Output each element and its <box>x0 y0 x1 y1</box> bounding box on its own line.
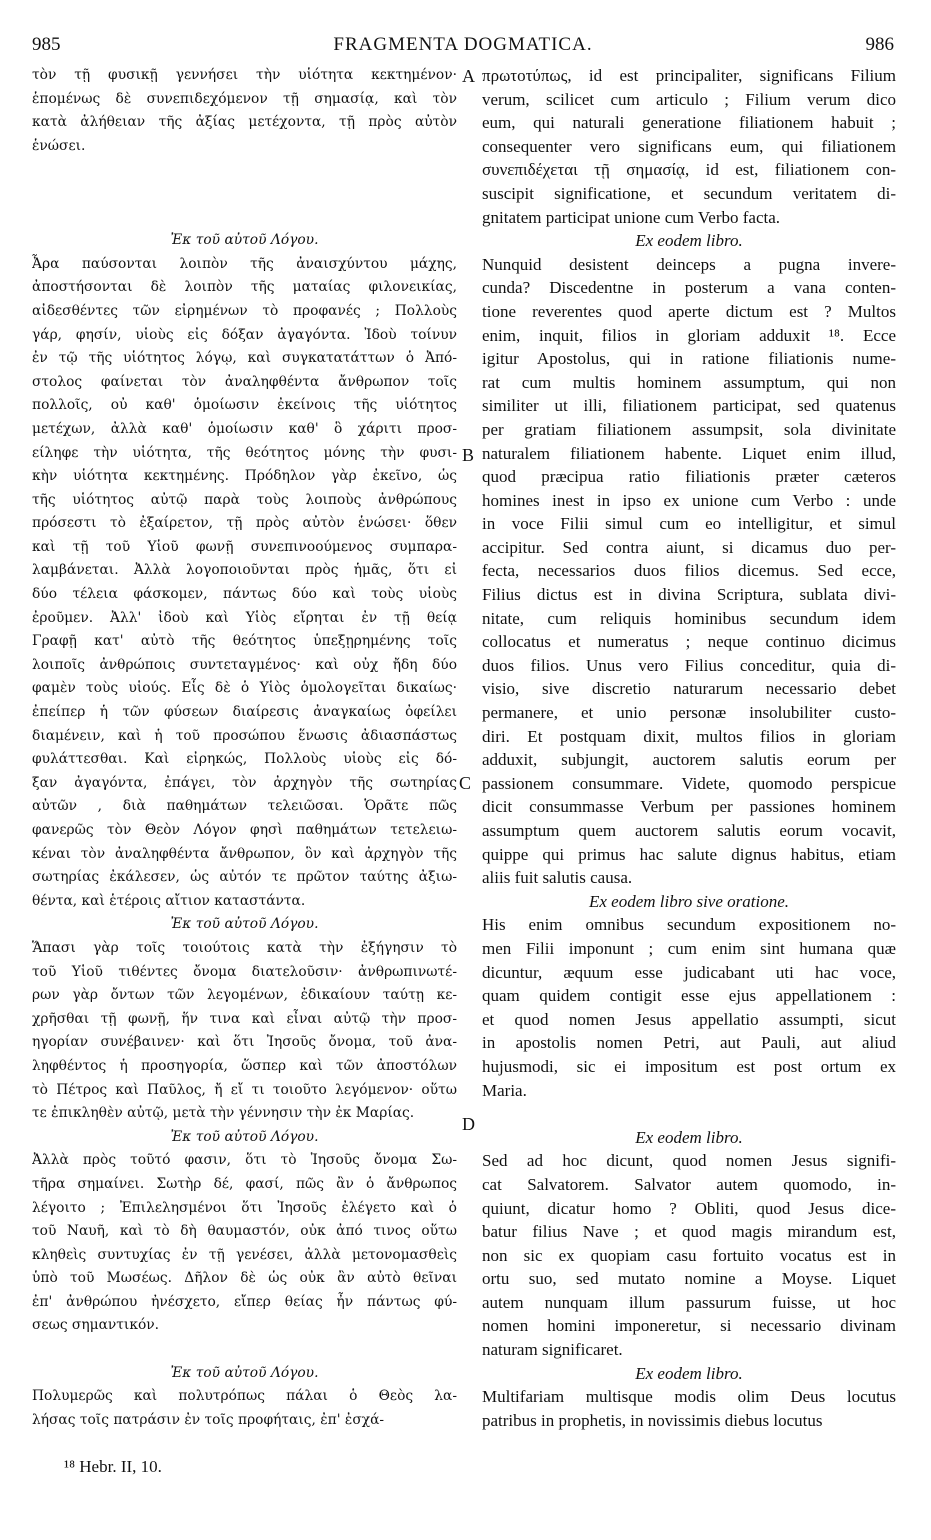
text-line: naturam significaret. <box>482 1340 623 1360</box>
text-line: nitate, cum reliquis hominibus secundum idem <box>482 608 896 628</box>
text-line: Πολυμερῶς καὶ πολυτρόπως πάλαι ὁ Θεὸς λα- <box>32 1388 457 1405</box>
text-line <box>32 1338 457 1362</box>
text-line: διαμένειν, καὶ ἡ τοῦ προσώπου ἕνωσις ἀδιασπάστως <box>32 727 457 744</box>
running-title: FRAGMENTA DOGMATICA. <box>333 34 593 55</box>
text-line: aliis fuit salutis causa. <box>482 868 633 888</box>
text-line: λέγοιτο ; Ἐπιλελησμένοι ὅτι Ἰησοῦς ἐλέγετο καὶ ὁ <box>32 1199 457 1216</box>
text-line: duos filios. Unus vero Filius conceditur, quia di- <box>482 655 896 675</box>
text-line: κέναι τὸν ἀναληφθέντα ἄνθρωπον, ὃν καὶ ἀρχηγὸν τῆς <box>32 845 457 862</box>
text-line: πρόσεστι τὸ ἐξαίρετον, τῇ πρὸς αὐτὸν ἑνώσει· ὅθεν <box>32 515 457 532</box>
text-line: assumptum quem auctorem salutis eorum vocavit, <box>482 821 896 840</box>
text-line: αὐτῶν , διὰ παθημάτων τελειῶσαι. Ὁρᾶτε πῶς <box>32 798 457 815</box>
page-number-left: 985 <box>32 34 61 55</box>
text-line: quippe qui primus hac salute dignus habitus, etiam <box>482 844 896 864</box>
text-line: ληφθέντος ἡ προσηγορία, ὥσπερ καὶ τῶν ἀποστόλων <box>32 1057 457 1074</box>
text-line: quiunt, dicatur homo ? Obliti, quod Jesus dice- <box>482 1198 896 1218</box>
text-line: tione reverentes quod aperte dictum est ? Multos <box>482 301 896 321</box>
text-line: τοῦ Υἱοῦ τιθέντες ὄνομα διατελοῦσιν· ἀνθρωπινωτέ- <box>32 963 457 980</box>
text-line <box>32 182 457 206</box>
text-line: batur filius Nave ; et quod magis mirandum est, <box>482 1222 896 1242</box>
text-line: cunda? Discedentne in posterum a vana conten- <box>482 278 896 298</box>
text-line: ρων γὰρ ὄντων τῶν λεγομένων, ἐδικαίουν ταύτῃ κε- <box>32 987 457 1004</box>
text-line: είληφε τὴν υἱότητα, τῆς θεότητος μόνης τὴν φυσι- <box>32 444 457 461</box>
text-line: men Filii imponunt ; cum enim sint humana quæ <box>482 938 896 958</box>
text-line: homines inest in ipso ex unione cum Verbo : unde <box>482 490 896 510</box>
margin-marker-a: A <box>462 66 475 86</box>
text-line <box>32 158 457 182</box>
text-line: ηγορίαν συνέβαινεν· καὶ ὅτι Ἰησοῦς ὄνομα, τοῦ ἀνα- <box>32 1034 457 1051</box>
section-heading: Ex eodem libro. <box>635 1127 743 1147</box>
text-line: κὴν υἱότητα κεκτημένης. Πρόδηλον γὰρ ἐκεῖνο, ὡς <box>32 468 457 485</box>
section-heading: Ex eodem libro. <box>635 1363 743 1383</box>
text-line: non sic ex quopiam casu fortuito vocatus est in <box>482 1245 896 1265</box>
text-line: συνεπιδέχεται τῇ σημασίᾳ, id est, filiationem con- <box>482 160 896 180</box>
text-line: enim, inquit, filios in gloriam adduxit ¹⁸. Ecce <box>482 325 896 345</box>
text-line: dicit consummasse Verbum per passiones hominem <box>482 797 896 817</box>
text-line: His enim omnibus secundum expositionem no- <box>482 915 896 935</box>
text-line: accipitur. Sed contra aiunt, si dicamus duo per- <box>482 537 896 557</box>
text-line: hujusmodi, sic ei impositum est post ortum ex <box>482 1056 896 1076</box>
text-line: πολλοῖς, οὐ καθ' ὁμοίωσιν ἐκείνοις τῆς υἱότητος <box>32 397 457 414</box>
text-line: φυλάττεσθαι. Καὶ εἰρηκώς, Πολλοὺς υἱοὺς εἰς δό- <box>32 751 457 768</box>
text-line: Filius dictus est in divina Scriptura, sublata divi- <box>482 585 896 605</box>
section-heading: Ἐκ τοῦ αὐτοῦ Λόγου. <box>170 232 319 249</box>
text-line: αἰδεσθέντες τῶν εἰρημένων τὸ προφανές ; Πολλοὺς <box>32 302 457 319</box>
section-heading: Ἐκ τοῦ αὐτοῦ Λόγου. <box>170 1128 319 1145</box>
text-line: ortu suo, sed mutato nomine a Moyse. Liquet <box>482 1269 896 1289</box>
text-line: eum, qui naturali generatione filiationem habuit ; <box>482 113 896 133</box>
text-line: autem nunquam illum passurum fuisse, ut hoc <box>482 1292 896 1312</box>
text-line: χρῆσθαι τῇ φωνῇ, ἥν τινα καὶ εἶναι αὐτῷ τὴν προσ- <box>32 1010 457 1027</box>
text-line: φανερῶς τὸν Θεὸν Λόγον φησὶ παθημάτων τετελειω- <box>32 822 457 838</box>
text-line: Ἀλλὰ πρὸς τοῦτό φασιν, ὅτι τὸ Ἰησοῦς ὄνομα Σω- <box>32 1152 457 1169</box>
text-line <box>482 1102 896 1126</box>
text-line: ἐροῦμεν. Ἀλλ' ἰδοὺ καὶ Υἱὸς εἴρηται ἐν τῇ θείᾳ <box>32 609 457 626</box>
text-line: suscipit significatione, et secundum veritatem di- <box>482 183 896 203</box>
section-heading: Ἐκ τοῦ αὐτοῦ Λόγου. <box>170 1364 319 1381</box>
text-line: τοῦ Ναυῆ, καὶ τὸ δὴ θαυμαστόν, οὐκ ἀπό τινος οὕτω <box>32 1223 457 1240</box>
text-line: λήσας τοῖς πατράσιν ἐν τοῖς προφήταις, ἐπ' ἐσχά- <box>32 1411 385 1428</box>
text-line: στολος φαίνεται τὸν ἀναληφθέντα ἄνθρωπον τοῖς <box>32 373 457 390</box>
text-line: ὑπὸ τοῦ Μωσέως. Δῆλον δὲ ὡς οὐκ ἂν αὐτὸ θεῖναι <box>32 1270 457 1287</box>
text-line: τῆς υἱότητος αὐτῷ παρὰ τοὺς λοιποὺς ἀνθρώπους <box>32 491 457 508</box>
text-line: τὸ Πέτρος καὶ Παῦλος, ἤ εἴ τι τοιοῦτο λεγόμενον· οὕτω <box>32 1081 457 1098</box>
text-line: verum, scilicet cum articulo ; Filium verum dico <box>482 89 896 109</box>
text-line: δύο τέλεια φάσκομεν, πάντως δύο καὶ τοὺς υἱοὺς <box>32 586 457 603</box>
section-heading: Ex eodem libro sive oratione. <box>588 891 789 911</box>
text-line: κληθεὶς συντυχίας ἐν τῇ γενέσει, ἀλλὰ μετονομασθεὶς <box>32 1246 457 1263</box>
margin-marker-b: B <box>462 445 475 465</box>
text-line: collocatus et numeratus ; neque continuo dicimus <box>482 632 896 652</box>
text-line: similiter ut illi, filiationem participat, sed quatenus <box>482 396 896 416</box>
section-heading: Ἐκ τοῦ αὐτοῦ Λόγου. <box>170 916 319 933</box>
text-line: consequenter vero significans eum, qui filiationem <box>482 136 896 156</box>
text-line: Nunquid desistent deinceps a pugna invere- <box>482 254 896 274</box>
latin-column <box>482 64 896 1432</box>
text-line: θέντα, καὶ ἑτέροις αἴτιον καταστάντα. <box>32 892 306 909</box>
text-line: κατὰ ἀλήθειαν τῆς ἀξίας μετέχοντα, τῇ πρὸς αὐτὸν <box>32 114 457 131</box>
text-line: adduxit, subjungit, auctorem salutis eorum per <box>482 750 896 770</box>
text-line: γάρ, φησίν, υἱοὺς εἰς δόξαν ἀγαγόντα. Ἰδοὺ τοίνυν <box>32 326 457 343</box>
text-line: τὸν τῇ φυσικῇ γεννήσει τὴν υἱότητα κεκτημένον· <box>32 67 457 83</box>
text-line: ἀποστήσονται δὲ λοιπὸν τῆς ματαίας φιλονεικίας, <box>32 279 457 296</box>
text-line: rat cum multis hominem assumptum, qui non <box>482 372 896 392</box>
text-line: ἑπομένως δὲ συνεπιδεχόμενον τῇ σημασίᾳ, καὶ τὸν <box>32 90 457 107</box>
text-line: σεως σημαντικόν. <box>32 1317 160 1334</box>
text-line: Ἆρα παύσονται λοιπὸν τῆς ἀναισχύντου μάχης, <box>32 255 457 272</box>
text-line: ἐπείπερ ἡ τῶν φύσεων διαίρεσις ἀναγκαίως ὀφείλει <box>32 704 457 721</box>
text-line: λοιποῖς ἀνθρώποις συντεταγμένος· καὶ οὐχ ἤδη δύο <box>32 656 457 673</box>
text-line: ἐν τῷ τῆς υἱότητος λόγῳ, καὶ συγκατατάττων ὁ Ἀπό- <box>32 350 457 367</box>
text-line: ἐπ' ἀνθρώπου ἠνέσχετο, εἴπερ θείας ἦν πάντως φύ- <box>32 1293 457 1310</box>
margin-marker-c: C <box>459 773 472 793</box>
text-line: permanere, et unio personæ insolubiliter custo- <box>482 703 896 723</box>
text-line: in apostolis nomen Petri, aut Pauli, aut aliud <box>482 1033 896 1053</box>
text-line <box>32 206 457 230</box>
page-header <box>32 34 894 56</box>
text-line: Sed ad hoc dicunt, quod nomen Jesus signifi- <box>482 1151 896 1171</box>
text-line: naturalem filiationem habente. Liquet enim illud, <box>482 443 896 463</box>
text-line: in voce Filii simul cum eo intelligitur, et simul <box>482 514 896 534</box>
text-line: quam quidem contigit esse ejus appellationem : <box>482 986 896 1006</box>
text-line: fecta, necessarios duos filios dicemus. Sed ecce, <box>482 561 896 581</box>
text-line: visio, sive discretio naturarum necessario debet <box>482 679 896 699</box>
text-line: nomen homini imponeretur, si necessario divinam <box>482 1316 896 1336</box>
text-line: καὶ τῇ τοῦ Υἱοῦ φωνῇ συνεπινοούμενος συμπαρα- <box>32 538 457 555</box>
greek-column <box>32 64 457 1432</box>
page-number-right: 986 <box>865 34 894 55</box>
text-line: ξαν ἀγαγόντα, ἐπάγει, τὸν ἀρχηγὸν τῆς σωτηρίας <box>32 774 457 791</box>
text-line: λαμβάνεται. Ἀλλὰ λογοποιοῦνται πρὸς ἡμᾶς, ὅτι εἰ <box>32 562 457 579</box>
section-heading: Ex eodem libro. <box>635 231 743 251</box>
text-line: per gratiam filiationem assumpsit, sola divinitate <box>482 419 896 439</box>
text-line: passionem consummare. Videte, quomodo perspicue <box>482 773 896 793</box>
text-line: τῆρα σημαίνει. Σωτὴρ δέ, φασί, πῶς ἂν ὁ ἄνθρωπος <box>32 1175 457 1192</box>
text-line: et quod nomen Jesus appellatio assumpti, sicut <box>482 1009 896 1029</box>
text-line: Multifariam multisque modis olim Deus locutus <box>482 1387 896 1407</box>
text-line: φαμὲν τοὺς υἱούς. Εἷς δὲ ὁ Υἱὸς ὁμολογεῖται δικαίως· <box>32 680 457 697</box>
text-line: cat Salvatorem. Salvator autem quomodo, in- <box>482 1174 896 1194</box>
text-line: πρωτοτύπως, id est principaliter, significans Filium <box>482 66 896 85</box>
text-line: τε ἐπικληθὲν αὐτῷ, μετὰ τὴν γέννησιν τὴν ἐκ Μαρίας. <box>32 1105 415 1122</box>
text-line: diri. Et postquam dixit, multos filios in gloriam <box>482 726 896 746</box>
text-line: patribus in prophetis, in novissimis diebus locutus <box>482 1410 823 1430</box>
text-line: gnitatem participat unione cum Verbo facta. <box>482 207 781 227</box>
text-line: μετέχων, ἀλλὰ καθ' ὁμοίωσιν καθ' ὃ χάριτι προσ- <box>32 420 457 437</box>
text-line: σωτηρίας ἐκάλεσεν, ὡς αὐτόν τε πρῶτον ταύτης ἀξιω- <box>32 869 457 886</box>
text-line: Γραφῇ κατ' αὐτὸ τῆς θεότητος ὑπεξῃρημένης τοῖς <box>32 633 457 650</box>
text-line: dicuntur, æquum esse judicabant uti hac voce, <box>482 962 896 982</box>
text-line: Ἅπασι γὰρ τοῖς τοιούτοις κατὰ τὴν ἐξήγησιν τὸ <box>32 939 457 956</box>
margin-marker-d: D <box>462 1114 475 1134</box>
text-line: Maria. <box>482 1080 527 1100</box>
footnote: ¹⁸ Hebr. II, 10. <box>64 1457 162 1476</box>
text-line: quod præcipua ratio filiationis præter cæteros <box>482 467 896 487</box>
text-line: ἑνώσει. <box>32 137 86 154</box>
text-line: igitur Apostolus, qui in ratione filiationis nume- <box>482 349 896 369</box>
